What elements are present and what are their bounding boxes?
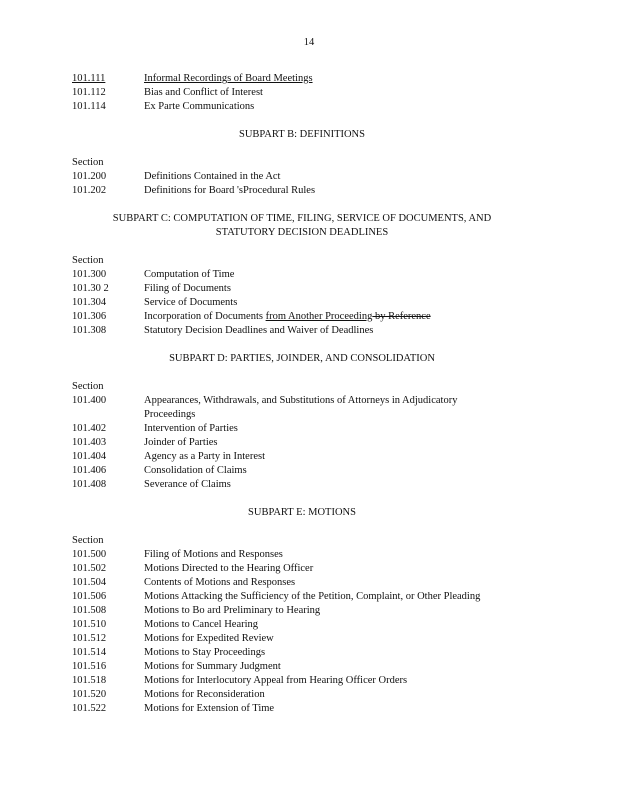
toc-row [72, 604, 532, 618]
deleted-text: by Reference [372, 311, 431, 322]
section-number: 101.400 [72, 395, 107, 406]
toc-row [72, 100, 532, 114]
toc-row [72, 422, 532, 436]
section-number: 101.516 [72, 661, 107, 672]
subpart-e-heading: SUBPART E: MOTIONS [248, 507, 356, 518]
section-title: Motions to Bo ard Preliminary to Hearing [144, 605, 321, 616]
section-title: Intervention of Parties [144, 423, 238, 434]
section-title: Motions for Interlocutory Appeal from Hearing Officer Orders [144, 675, 408, 686]
section-number: 101.30 2 [72, 283, 109, 294]
section-title: Motions for Summary Judgment [144, 661, 281, 672]
toc-row [72, 436, 532, 450]
section-title: Motions for Extension of Time [144, 703, 275, 714]
section-number: 101.300 [72, 269, 107, 280]
toc-row [72, 674, 532, 688]
section-number: 101.518 [72, 675, 107, 686]
section-number: 101.408 [72, 479, 107, 490]
toc-row [72, 394, 532, 408]
section-number: 101.202 [72, 185, 107, 196]
toc-row [72, 170, 532, 184]
section-title: Ex Parte Communications [144, 101, 255, 112]
section-number: 101.510 [72, 619, 107, 630]
toc-row [72, 296, 532, 310]
toc-row [72, 450, 532, 464]
section-title: Definitions Contained in the Act [144, 171, 281, 182]
section-label: Section [72, 255, 104, 266]
table-of-contents [72, 72, 532, 716]
toc-row [72, 310, 532, 324]
section-number: 101.522 [72, 703, 107, 714]
section-number: 101.514 [72, 647, 107, 658]
section-number: 101.506 [72, 591, 107, 602]
subpart-b-heading: SUBPART B: DEFINITIONS [239, 129, 365, 140]
section-title: Definitions for Board 'sProcedural Rules [144, 185, 316, 196]
toc-row [72, 576, 532, 590]
section-number: 101.504 [72, 577, 107, 588]
toc-row-continuation [72, 408, 532, 422]
section-title: Filing of Documents [144, 283, 231, 294]
section-number-empty [72, 408, 144, 422]
section-number: 101.308 [72, 325, 107, 336]
subpart-d-heading: SUBPART D: PARTIES, JOINDER, AND CONSOLIDATION [169, 353, 435, 364]
section-title: Computation of Time [144, 269, 235, 280]
section-title: Motions for Expedited Review [144, 633, 274, 644]
toc-row [72, 646, 532, 660]
section-title: Appearances, Withdrawals, and Substitutions of Attorneys in Adjudicatory [144, 395, 458, 406]
toc-row [72, 618, 532, 632]
toc-row [72, 548, 532, 562]
toc-row [72, 464, 532, 478]
section-label: Section [72, 157, 104, 168]
section-number: 101.111 [72, 73, 106, 84]
toc-row [72, 184, 532, 198]
section-title-main: Incorporation of Documents [144, 311, 266, 322]
page-number: 14 [303, 37, 315, 48]
section-label: Section [72, 381, 104, 392]
toc-row [72, 702, 532, 716]
section-title: Motions to Cancel Hearing [144, 619, 259, 630]
section-number: 101.512 [72, 633, 107, 644]
inserted-text: from Another Proceeding [265, 311, 373, 322]
section-title: Informal Recordings of Board Meetings [144, 73, 313, 84]
section-number: 101.112 [72, 87, 106, 98]
toc-row [72, 688, 532, 702]
toc-row [72, 478, 532, 492]
section-number: 101.304 [72, 297, 107, 308]
toc-row [72, 86, 532, 100]
section-title: Filing of Motions and Responses [144, 549, 283, 560]
section-number: 101.502 [72, 563, 107, 574]
section-number: 101.402 [72, 423, 107, 434]
section-title: Motions for Reconsideration [144, 689, 265, 700]
section-title [144, 310, 532, 324]
section-title: Statutory Decision Deadlines and Waiver of Deadlines [144, 325, 374, 336]
toc-row [72, 72, 532, 86]
section-title: Bias and Conflict of Interest [144, 87, 263, 98]
section-number: 101.406 [72, 465, 107, 476]
toc-row [72, 632, 532, 646]
section-number: 101.520 [72, 689, 107, 700]
section-title: Motions to Stay Proceedings [144, 647, 266, 658]
section-title: Agency as a Party in Interest [144, 451, 266, 462]
section-number: 101.500 [72, 549, 107, 560]
section-number: 101.404 [72, 451, 107, 462]
subpart-c-heading [58, 212, 546, 240]
subpart-c-heading-line2: STATUTORY DECISION DEADLINES [215, 227, 389, 238]
section-title: Severance of Claims [144, 479, 231, 490]
section-number: 101.114 [72, 101, 106, 112]
toc-row [72, 590, 532, 604]
section-title: Contents of Motions and Responses [144, 577, 296, 588]
section-label: Section [72, 535, 104, 546]
toc-row [72, 324, 532, 338]
section-title-continuation: Proceedings [144, 409, 196, 420]
section-title: Motions Attacking the Sufficiency of the Petition, Complaint, or Other Pleading [144, 591, 481, 602]
section-number: 101.306 [72, 311, 107, 322]
toc-row [72, 660, 532, 674]
section-title: Service of Documents [144, 297, 238, 308]
toc-row [72, 562, 532, 576]
toc-row [72, 268, 532, 282]
subpart-c-heading-line1: SUBPART C: COMPUTATION OF TIME, FILING, SERVICE OF DOCUMENTS, AND [112, 213, 492, 224]
section-title: Motions Directed to the Hearing Officer [144, 563, 314, 574]
section-number: 101.508 [72, 605, 107, 616]
section-title: Consolidation of Claims [144, 465, 247, 476]
section-number: 101.403 [72, 437, 107, 448]
subpart-e-list [72, 548, 532, 716]
section-number: 101.200 [72, 171, 107, 182]
toc-row [72, 282, 532, 296]
section-title: Joinder of Parties [144, 437, 218, 448]
